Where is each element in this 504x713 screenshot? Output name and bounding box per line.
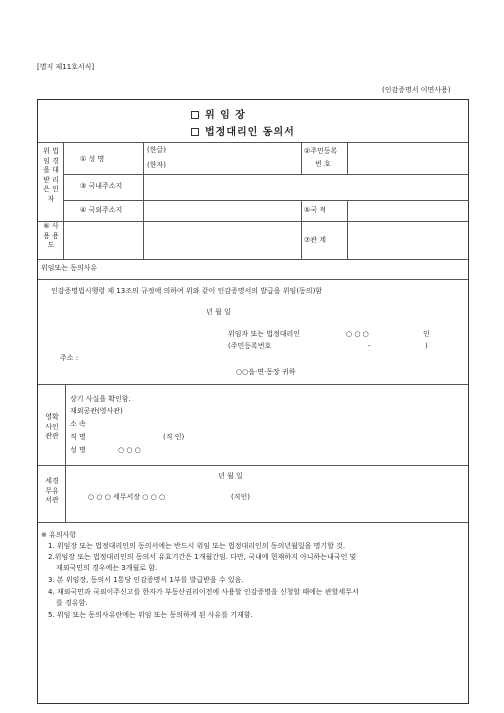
reason-label: 위임또는 동의사유: [41, 264, 98, 272]
note-4: 4. 재외국민과 국외이주신고를 한자가 부동산권리이전에 사용할 인감증명을 신청할 때에는 관할세무서: [48, 588, 359, 596]
name-field[interactable]: [178, 144, 298, 172]
divider: [38, 279, 468, 280]
divider: [301, 142, 302, 174]
consul-dept: 소 속: [70, 420, 86, 428]
consul-label: 영확 사인 관관: [45, 413, 59, 440]
hanja-label: (한자): [147, 161, 166, 169]
checkbox-consent[interactable]: [191, 128, 199, 136]
divider: [301, 200, 302, 221]
statement-date: 년 월 일: [206, 308, 231, 316]
divider: [38, 259, 468, 260]
rrn-paren: (주민등록번호: [228, 342, 272, 350]
consul-position: 직 명: [70, 433, 86, 441]
divider: [347, 221, 348, 259]
foreign-address-label: ④ 국외주소지: [80, 206, 123, 214]
tax-date: 년 월 일: [218, 472, 243, 480]
divider: [38, 522, 468, 523]
consul-office: 재외공관(영사관): [70, 407, 123, 415]
consul-name-label: 성 명: [70, 446, 86, 454]
name-label: ① 성 명: [80, 155, 105, 163]
divider: [38, 465, 468, 466]
purpose-field[interactable]: [66, 224, 298, 256]
tax-label: 세경 무유 서관: [45, 477, 59, 504]
checkbox-delegation[interactable]: [191, 111, 199, 119]
consul-name-value: ○ ○ ○: [118, 446, 141, 454]
note-4-cont: 를 경유함.: [56, 599, 88, 607]
foreign-address-field[interactable]: [146, 202, 298, 219]
title-consent: 법정대리인 동의서: [191, 123, 295, 138]
divider: [301, 221, 302, 259]
divider: [38, 384, 468, 385]
rrn-field[interactable]: [349, 144, 467, 172]
rrn-dash: -: [368, 342, 371, 350]
rrn-close: ): [425, 342, 428, 350]
domestic-address-label: ③ 국내주소지: [80, 182, 123, 190]
divider: [63, 200, 469, 201]
divider: [38, 221, 468, 222]
usage-note: (인감증명서 이면사용): [382, 86, 451, 94]
divider: [347, 200, 348, 221]
note-2: 2.위임장 또는 법정대리인의 동의서 유효기간은 1개월간임. 다만, 국내에 현재하지 아니하는내국인 및: [48, 553, 357, 561]
nationality-field[interactable]: [349, 202, 467, 219]
nationality-label: ⑤국 적: [304, 206, 327, 214]
relation-field[interactable]: [349, 224, 467, 256]
divider: [65, 465, 66, 522]
form-number: [별지 제11호서식]: [37, 63, 95, 71]
divider: [38, 142, 468, 143]
divider: [63, 174, 469, 175]
rrn-label-2: 번 호: [315, 160, 331, 168]
notes-heading: ※ 유의사항: [41, 531, 77, 539]
domestic-address-field[interactable]: [146, 176, 466, 198]
consul-seal-note: (직 인): [163, 433, 185, 441]
note-1: 1. 위임장 또는 법정대리인의 동의서에는 반드시 위임 또는 법정대리인의 동의년월일을 명기할 것.: [48, 542, 346, 550]
principal-side-label: 위 법 임 경 을 대 받 리 은 인 자: [43, 147, 59, 203]
note-5: 5. 위임 또는 동의사유란에는 위임 또는 동의하게 된 사유를 기재함.: [48, 611, 253, 619]
divider: [347, 142, 348, 174]
delegation-form: [37, 99, 469, 704]
rrn-label: ②주민등록: [304, 147, 338, 155]
tax-seal-note: (직인): [231, 493, 250, 501]
consul-confirm: 상기 사실을 확인함.: [70, 395, 131, 403]
reason-field[interactable]: [110, 261, 466, 277]
seal-mark: 인: [423, 330, 430, 338]
hangul-label: (한글): [147, 146, 166, 154]
tax-chief: ○ ○ ○ 세무서장 ○ ○ ○: [88, 493, 166, 501]
title-delegation: 위 임 장: [191, 106, 246, 121]
relation-label: ⑦관 계: [304, 236, 327, 244]
address-label: 주소 :: [60, 354, 79, 362]
statement-text: 인감증명법시행령 제 13조의 규정에 의하여 위와 같이 인감증명서의 발급을 위임(동의)함: [51, 287, 323, 295]
delegator-name: ○ ○ ○: [346, 330, 369, 338]
purpose-label: ⑥ 사용 용도: [43, 222, 59, 249]
note-3: 3. 본 위임장, 동의서 1통당 인감증명서 1부를 발급받을 수 있음.: [48, 576, 244, 584]
note-2-cont: 재외국민의 경우에는 3개월로 함.: [56, 564, 158, 572]
office-addressee: ○○읍·면·동장 귀하: [236, 368, 296, 376]
delegator-label: 위임자 또는 법정대리인: [228, 330, 301, 338]
divider: [65, 384, 66, 465]
